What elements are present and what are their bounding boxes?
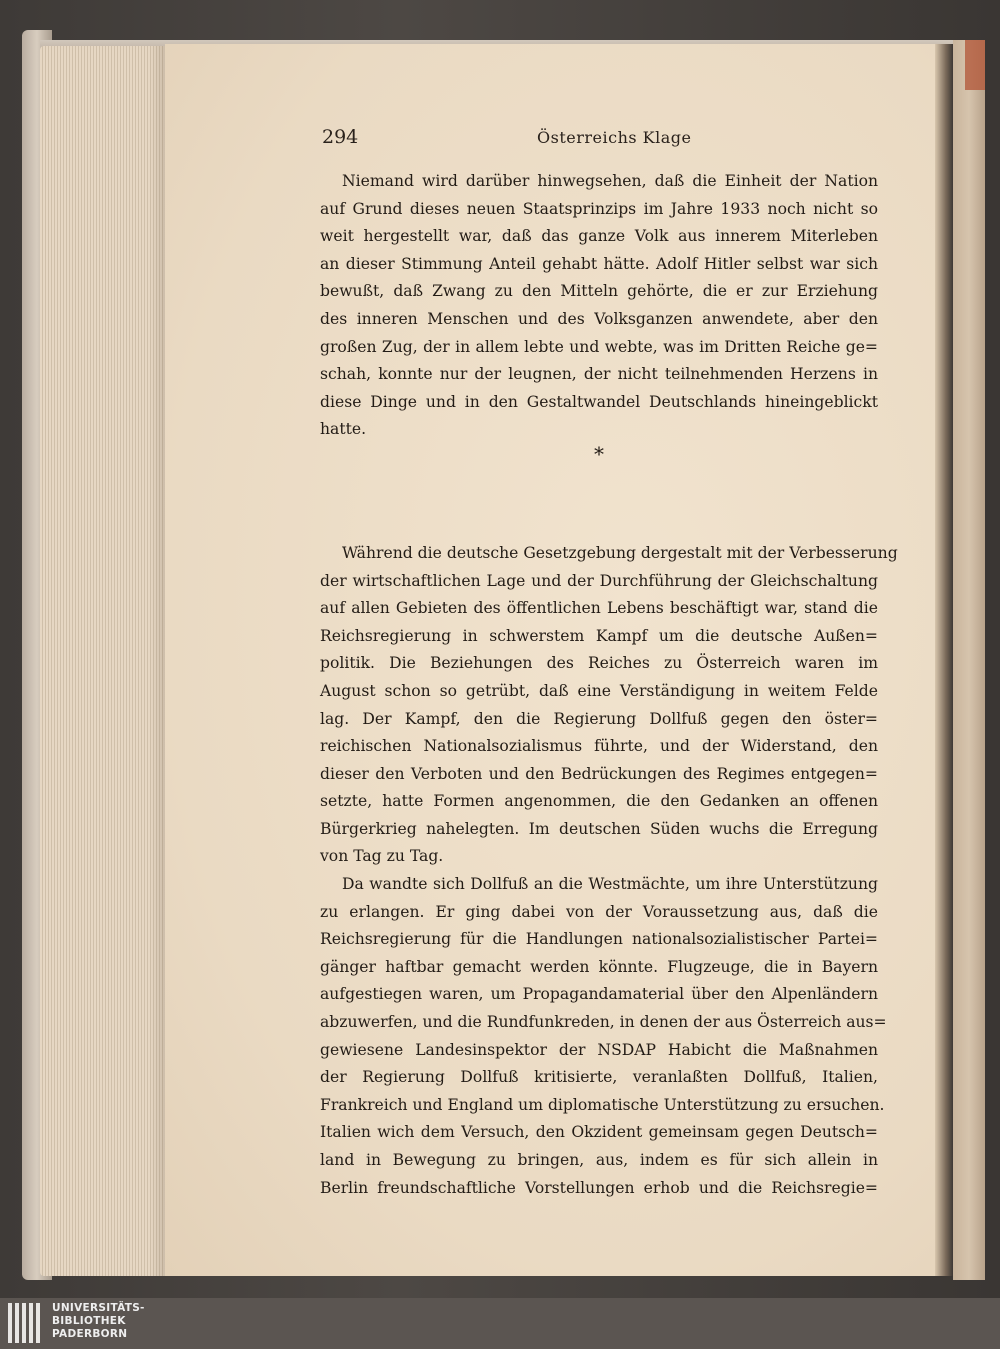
text-line: großen Zug, der in allem lebte und webte, was im Dritten Reiche ge= <box>320 337 878 356</box>
text-line: lag. Der Kampf, den die Regierung Dollfuß gegen den öster= <box>320 709 878 728</box>
paragraph-3 <box>320 871 887 1202</box>
text-line: Reichsregierung in schwerstem Kampf um die deutsche Außen= <box>320 626 878 645</box>
text-line: auf allen Gebieten des öffentlichen Lebens beschäftigt war, stand die <box>320 599 878 618</box>
page-number: 294 <box>322 126 359 148</box>
page-header <box>322 124 878 154</box>
library-logo-text <box>52 1302 145 1341</box>
text-line: gewiesene Landesinspektor der NSDAP Habicht die Maßnahmen <box>320 1040 878 1059</box>
text-line: Italien wich dem Versuch, den Okzident gemeinsam gegen Deutsch= <box>320 1123 878 1142</box>
text-line: Niemand wird darüber hinwegsehen, daß die Einheit der Nation <box>342 172 878 190</box>
text-line: weit hergestellt war, daß das ganze Volk aus innerem Miterleben <box>320 227 878 246</box>
text-line: von Tag zu Tag. <box>320 847 444 866</box>
text-line: abzuwerfen, und die Rundfunkreden, in denen der aus Österreich aus= <box>320 1013 887 1032</box>
logo-line: BIBLIOTHEK <box>52 1315 126 1327</box>
text-line: land in Bewegung zu bringen, aus, indem es für sich allein in <box>320 1151 878 1169</box>
text-line: politik. Die Beziehungen des Reiches zu Österreich waren im <box>320 654 878 673</box>
logo-line: UNIVERSITÄTS- <box>52 1302 145 1314</box>
facing-page-edge <box>953 40 985 1280</box>
text-line: aufgestiegen waren, um Propagandamaterial über den Alpenländern <box>320 985 878 1004</box>
page-body <box>320 168 898 1202</box>
text-line: dieser den Verboten und den Bedrückungen des Regimes entgegen= <box>320 764 878 783</box>
book-gutter <box>935 44 953 1276</box>
text-line: reichischen Nationalsozialismus führte, und der Widerstand, den <box>320 737 878 756</box>
paragraph-2 <box>320 540 898 871</box>
text-line: setzte, hatte Formen angenommen, die den Gedanken an offenen <box>320 792 878 811</box>
text-line: auf Grund dieses neuen Staatsprinzips im Jahre 1933 noch nicht so <box>320 199 878 218</box>
page-stack-edge <box>40 46 165 1276</box>
text-line: hatte. <box>320 420 367 439</box>
text-line: August schon so getrübt, daß eine Verständigung in weitem Felde <box>320 681 878 700</box>
text-line: diese Dinge und in den Gestaltwandel Deutschlands hineingeblickt <box>320 392 878 411</box>
running-head: Österreichs Klage <box>537 128 692 147</box>
text-line: des inneren Menschen und des Volksganzen anwendete, aber den <box>320 309 878 328</box>
paragraph-1 <box>320 168 878 444</box>
text-line: Reichsregierung für die Handlungen nationalsozialistischer Partei= <box>320 930 878 949</box>
library-footer <box>0 1298 1000 1349</box>
logo-line: PADERBORN <box>52 1328 128 1340</box>
text-line: Während die deutsche Gesetzgebung dergestalt mit der Verbesserung <box>342 543 898 562</box>
text-line: der Regierung Dollfuß kritisierte, veranlaßten Dollfuß, Italien, <box>320 1068 878 1087</box>
text-line: zu erlangen. Er ging dabei von der Voraussetzung aus, daß die <box>320 902 878 921</box>
text-line: Bürgerkrieg nahelegten. Im deutschen Süden wuchs die Erregung <box>320 819 878 838</box>
text-line: gänger haftbar gemacht werden könnte. Flugzeuge, die in Bayern <box>320 957 878 976</box>
text-line: der wirtschaftlichen Lage und der Durchführung der Gleichschaltung <box>320 571 878 590</box>
library-logo-icon <box>8 1303 42 1343</box>
text-line: bewußt, daß Zwang zu den Mitteln gehörte, die er zur Erziehung <box>320 282 878 301</box>
text-line: Da wandte sich Dollfuß an die Westmächte, um ihre Unterstützung <box>342 875 878 894</box>
asterisk-divider: * <box>594 441 604 466</box>
text-line: schah, konnte nur der leugnen, der nicht teilnehmenden Herzens in <box>320 365 878 384</box>
section-divider <box>320 441 878 540</box>
cover-red-edge <box>965 40 985 90</box>
text-line: Frankreich und England um diplomatische Unterstützung zu ersuchen. <box>320 1095 885 1114</box>
text-line: Berlin freundschaftliche Vorstellungen erhob und die Reichsregie= <box>320 1178 878 1197</box>
text-line: an dieser Stimmung Anteil gehabt hätte. Adolf Hitler selbst war sich <box>320 254 878 273</box>
